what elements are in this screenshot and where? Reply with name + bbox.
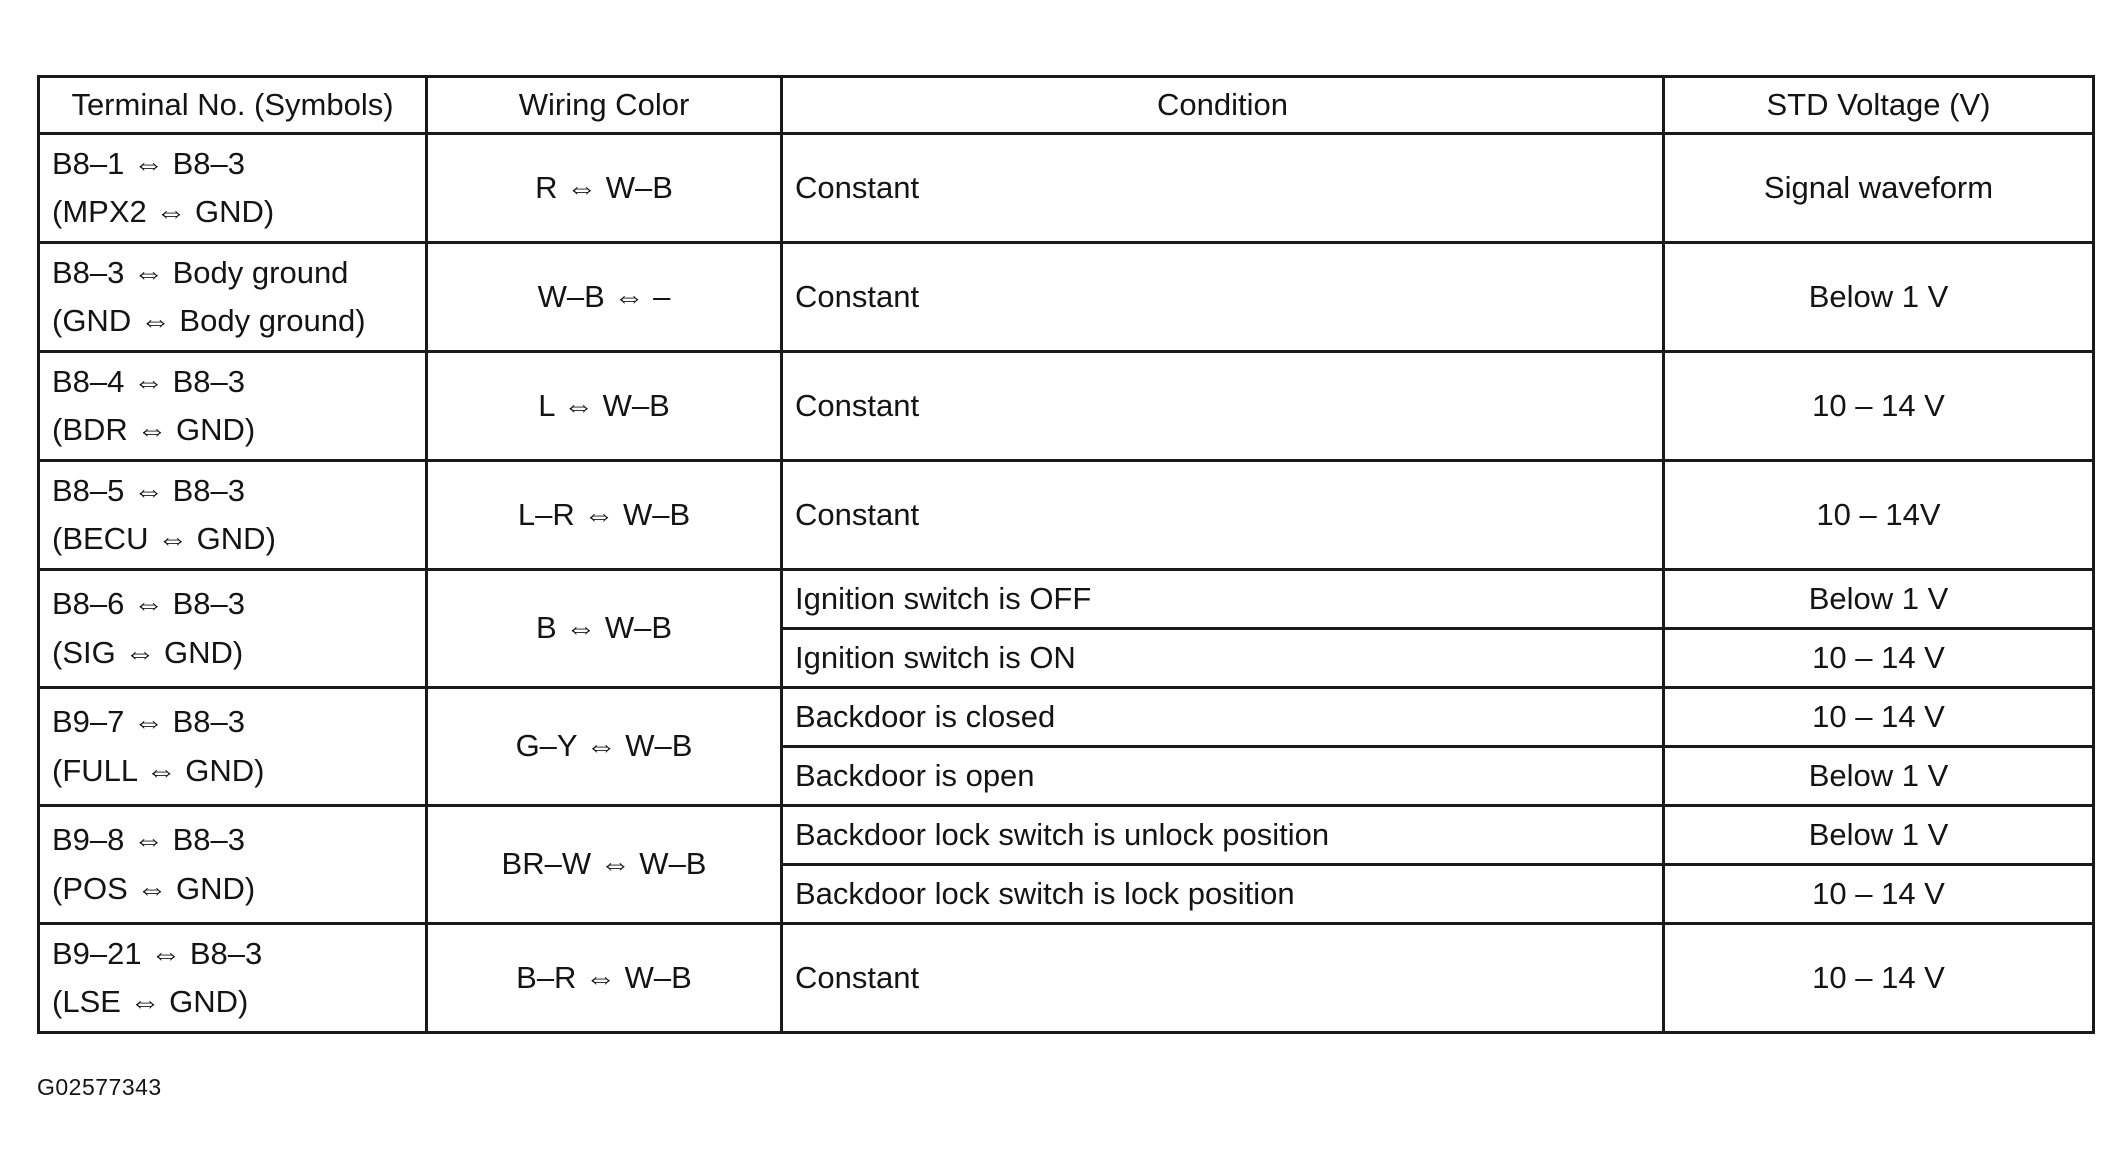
std-voltage-cell: 10 – 14 V (1664, 865, 2094, 924)
wiring-color-cell: L–R ⇔ W–B (427, 461, 782, 570)
std-voltage-cell: Below 1 V (1664, 570, 2094, 629)
terminal-voltage-table (37, 75, 2095, 1034)
terminal-number: B8–5 ⇔ B8–3 (52, 472, 246, 508)
table-row (39, 570, 2094, 629)
terminal-cell (39, 134, 427, 243)
std-voltage-cell: 10 – 14 V (1664, 924, 2094, 1033)
condition-cell: Backdoor lock switch is unlock position (782, 806, 1664, 865)
terminal-symbols: (GND ⇔ Body ground) (52, 303, 366, 338)
condition-cell: Constant (782, 461, 1664, 570)
terminal-symbols: (MPX2 ⇔ GND) (52, 194, 275, 229)
std-voltage-cell: 10 – 14V (1664, 461, 2094, 570)
condition-cell: Constant (782, 243, 1664, 352)
std-voltage-cell: Signal waveform (1664, 134, 2094, 243)
header-condition: Condition (782, 77, 1664, 134)
table-row (39, 461, 2094, 570)
terminal-symbols: (SIG ⇔ GND) (52, 634, 244, 670)
terminal-symbols: (BDR ⇔ GND) (52, 412, 256, 447)
terminal-number: B9–8 ⇔ B8–3 (52, 822, 246, 858)
table-row (39, 806, 2094, 865)
std-voltage-cell: 10 – 14 V (1664, 629, 2094, 688)
wiring-color-cell: L ⇔ W–B (427, 352, 782, 461)
terminal-symbols: (LSE ⇔ GND) (52, 984, 249, 1019)
table-row (39, 134, 2094, 243)
header-wiring-color: Wiring Color (427, 77, 782, 134)
condition-cell: Backdoor is closed (782, 688, 1664, 747)
table-header-row (39, 77, 2094, 134)
condition-cell: Backdoor lock switch is lock position (782, 865, 1664, 924)
terminal-cell (39, 461, 427, 570)
wiring-color-cell: B ⇔ W–B (427, 570, 782, 688)
condition-cell: Constant (782, 352, 1664, 461)
table-row (39, 243, 2094, 352)
wiring-color-cell: B–R ⇔ W–B (427, 924, 782, 1033)
terminal-cell (39, 570, 427, 688)
std-voltage-cell: Below 1 V (1664, 747, 2094, 806)
wiring-color-cell: W–B ⇔ – (427, 243, 782, 352)
terminal-number: B9–7 ⇔ B8–3 (52, 704, 246, 740)
table-row (39, 924, 2094, 1033)
terminal-number: B8–6 ⇔ B8–3 (52, 586, 246, 622)
terminal-number: B8–1 ⇔ B8–3 (52, 145, 246, 181)
wiring-color-cell: R ⇔ W–B (427, 134, 782, 243)
terminal-cell (39, 806, 427, 924)
terminal-symbols: (FULL ⇔ GND) (52, 752, 265, 788)
terminal-cell (39, 688, 427, 806)
header-terminal: Terminal No. (Symbols) (39, 77, 427, 134)
wiring-color-cell: G–Y ⇔ W–B (427, 688, 782, 806)
table-row (39, 688, 2094, 747)
condition-cell: Constant (782, 134, 1664, 243)
condition-cell: Ignition switch is OFF (782, 570, 1664, 629)
terminal-cell (39, 352, 427, 461)
terminal-symbols: (BECU ⇔ GND) (52, 521, 276, 556)
table-row (39, 352, 2094, 461)
condition-cell: Constant (782, 924, 1664, 1033)
terminal-number: B8–4 ⇔ B8–3 (52, 363, 246, 399)
terminal-number: B8–3 ⇔ Body ground (52, 254, 349, 290)
header-std-voltage: STD Voltage (V) (1664, 77, 2094, 134)
std-voltage-cell: 10 – 14 V (1664, 688, 2094, 747)
terminal-cell (39, 243, 427, 352)
table-body (39, 134, 2094, 1033)
figure-code: G02577343 (37, 1074, 162, 1100)
condition-cell: Backdoor is open (782, 747, 1664, 806)
std-voltage-cell: Below 1 V (1664, 806, 2094, 865)
wiring-color-cell: BR–W ⇔ W–B (427, 806, 782, 924)
terminal-cell (39, 924, 427, 1033)
condition-cell: Ignition switch is ON (782, 629, 1664, 688)
terminal-symbols: (POS ⇔ GND) (52, 870, 256, 906)
terminal-number: B9–21 ⇔ B8–3 (52, 935, 263, 971)
std-voltage-cell: Below 1 V (1664, 243, 2094, 352)
std-voltage-cell: 10 – 14 V (1664, 352, 2094, 461)
